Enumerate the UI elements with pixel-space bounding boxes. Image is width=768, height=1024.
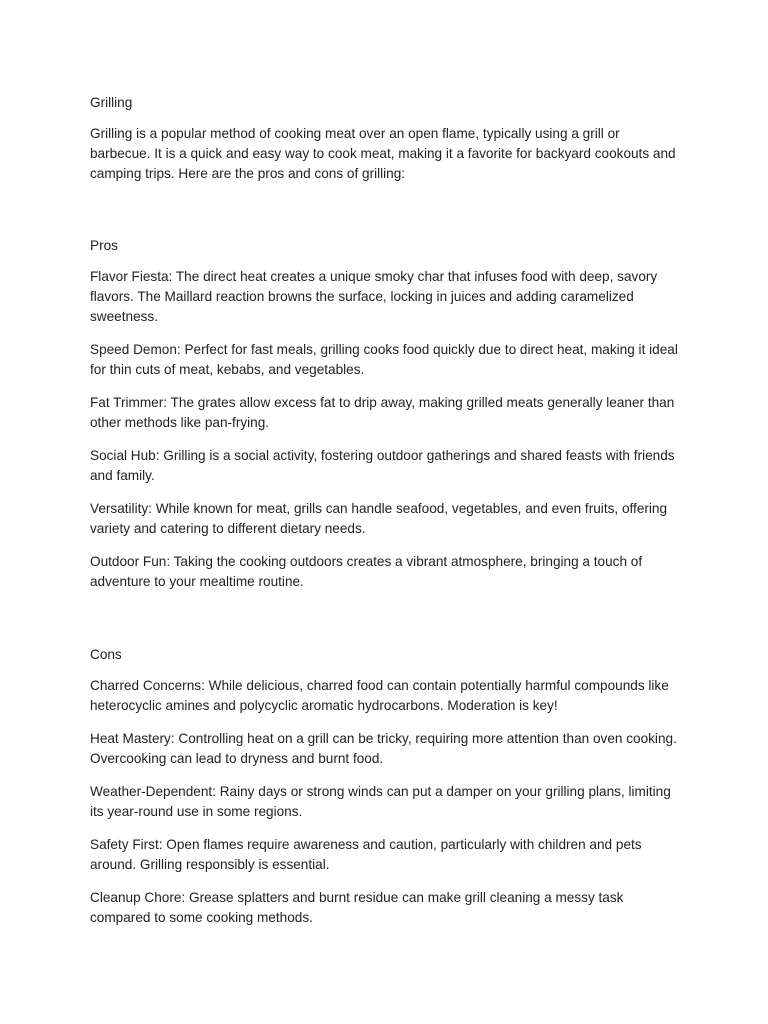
pros-item: Social Hub: Grilling is a social activity, fostering outdoor gatherings and shared feasts with friends and family.	[90, 448, 675, 483]
cons-item: Weather-Dependent: Rainy days or strong winds can put a damper on your grilling plans, limiting its year-round use in some regions.	[90, 784, 671, 819]
document-title: Grilling	[90, 95, 133, 110]
cons-item: Cleanup Chore: Grease splatters and burnt residue can make grill cleaning a messy task compared to some cooking methods.	[90, 890, 624, 925]
section-spacer	[90, 605, 680, 645]
cons-item: Safety First: Open flames require awareness and caution, particularly with children and pets around. Grilling responsibly is essential.	[90, 837, 642, 872]
pros-item: Outdoor Fun: Taking the cooking outdoors creates a vibrant atmosphere, bringing a touch of adventure to your mealtime routine.	[90, 554, 643, 589]
cons-heading: Cons	[90, 647, 122, 662]
pros-item: Flavor Fiesta: The direct heat creates a unique smoky char that infuses food with deep, savory flavors. The Maillard reaction browns the surface, locking in juices and adding caramelized sweetness.	[90, 269, 658, 324]
cons-list	[90, 676, 680, 928]
pros-list	[90, 267, 680, 592]
pros-heading: Pros	[90, 238, 118, 253]
pros-item: Versatility: While known for meat, grills can handle seafood, vegetables, and even fruits, offering variety and catering to different dietary needs.	[90, 501, 668, 536]
pros-item: Speed Demon: Perfect for fast meals, grilling cooks food quickly due to direct heat, making it ideal for thin cuts of meat, kebabs, and vegetables.	[90, 342, 678, 377]
intro-paragraph: Grilling is a popular method of cooking meat over an open flame, typically using a grill or barbecue. It is a quick and easy way to cook meat, making it a favorite for backyard cookouts and camping trips. Here are the pros and cons of grilling:	[90, 126, 676, 181]
section-spacer	[90, 196, 680, 236]
pros-item: Fat Trimmer: The grates allow excess fat to drip away, making grilled meats generally leaner than other methods like pan-frying.	[90, 395, 675, 430]
cons-item: Heat Mastery: Controlling heat on a grill can be tricky, requiring more attention than oven cooking. Overcooking can lead to dryness and burnt food.	[90, 731, 677, 766]
cons-item: Charred Concerns: While delicious, charred food can contain potentially harmful compounds like heterocyclic amines and polycyclic aromatic hydrocarbons. Moderation is key!	[90, 678, 669, 713]
